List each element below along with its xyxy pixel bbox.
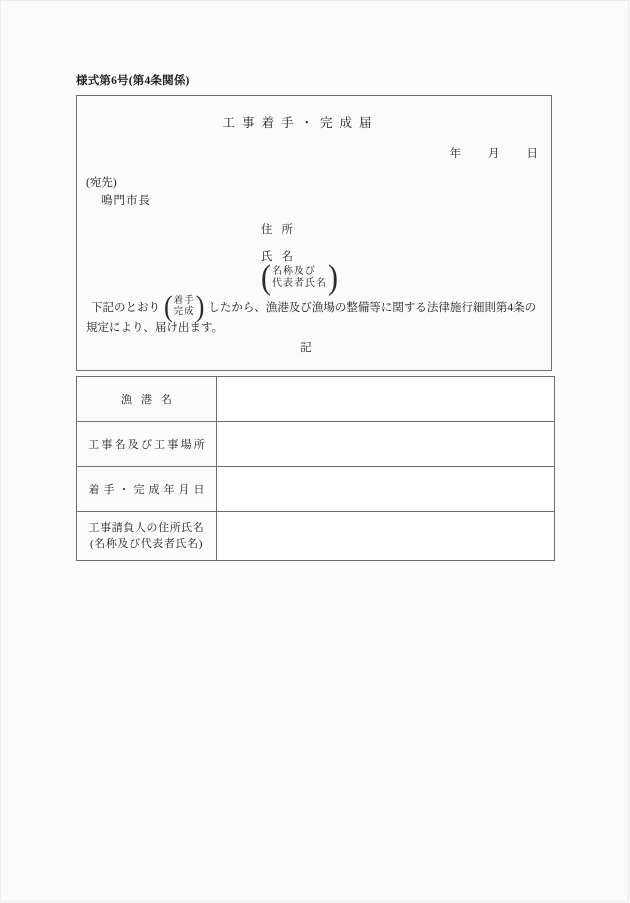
paren-open: (	[261, 257, 271, 297]
row-label-work-name-location	[77, 422, 217, 467]
row-label-fishing-port	[77, 377, 217, 422]
body-paragraph-line1	[91, 290, 537, 323]
row-label-text: 漁港名	[121, 394, 181, 406]
applicant-subnote-line2: 代表者氏名	[272, 278, 327, 289]
row-value-contractor[interactable]	[217, 512, 555, 561]
row-label-text-line2: (名称及び代表者氏名)	[90, 538, 203, 550]
row-value-start-completion-date[interactable]	[217, 467, 555, 512]
applicant-address-label: 住所	[261, 224, 302, 236]
row-label-start-completion-date	[77, 467, 217, 512]
ki-mark: 記	[300, 342, 312, 354]
choice-paren-open: (	[164, 290, 173, 323]
addressee-value: 鳴門市長	[101, 195, 151, 207]
applicant-subnote-line1: 名称及び	[272, 265, 316, 277]
applicant-name-subnote	[261, 257, 338, 297]
form-number: 様式第6号(第4条関係)	[76, 75, 190, 87]
row-label-text-line1: 工事請負人の住所氏名	[88, 521, 205, 534]
body-tail-text: したから、漁港及び漁場の整備等に関する法律施行細則第4条の	[208, 302, 537, 314]
start-or-complete-choice	[164, 290, 205, 323]
choice-option-complete: 完成	[173, 307, 195, 317]
row-value-work-name-location[interactable]	[217, 422, 555, 467]
choice-paren-close: )	[195, 290, 205, 323]
applicant-name-label: 氏名	[261, 251, 302, 263]
body-paragraph-line2: 規定により、届け出ます。	[86, 322, 224, 334]
row-label-text: 着手・完成年月日	[88, 484, 209, 496]
table-row	[77, 377, 555, 422]
body-lead-text: 下記のとおり	[91, 302, 160, 314]
paren-close: )	[328, 257, 338, 297]
addressee-label: (宛先)	[86, 177, 117, 189]
details-table	[76, 376, 555, 561]
row-value-fishing-port[interactable]	[217, 377, 555, 422]
date-day-label: 日	[526, 148, 539, 160]
table-row	[77, 467, 555, 512]
row-label-text: 工事名及び工事場所	[88, 439, 207, 451]
date-year-label: 年	[449, 148, 462, 160]
table-row	[77, 422, 555, 467]
page-title: 工事着手・完成届	[222, 116, 379, 130]
table-row	[77, 512, 555, 561]
row-label-contractor	[77, 512, 217, 561]
choice-option-start: 着手	[173, 295, 195, 306]
declaration-box	[76, 95, 552, 371]
date-month-label: 月	[488, 148, 501, 160]
date-line	[77, 145, 539, 161]
